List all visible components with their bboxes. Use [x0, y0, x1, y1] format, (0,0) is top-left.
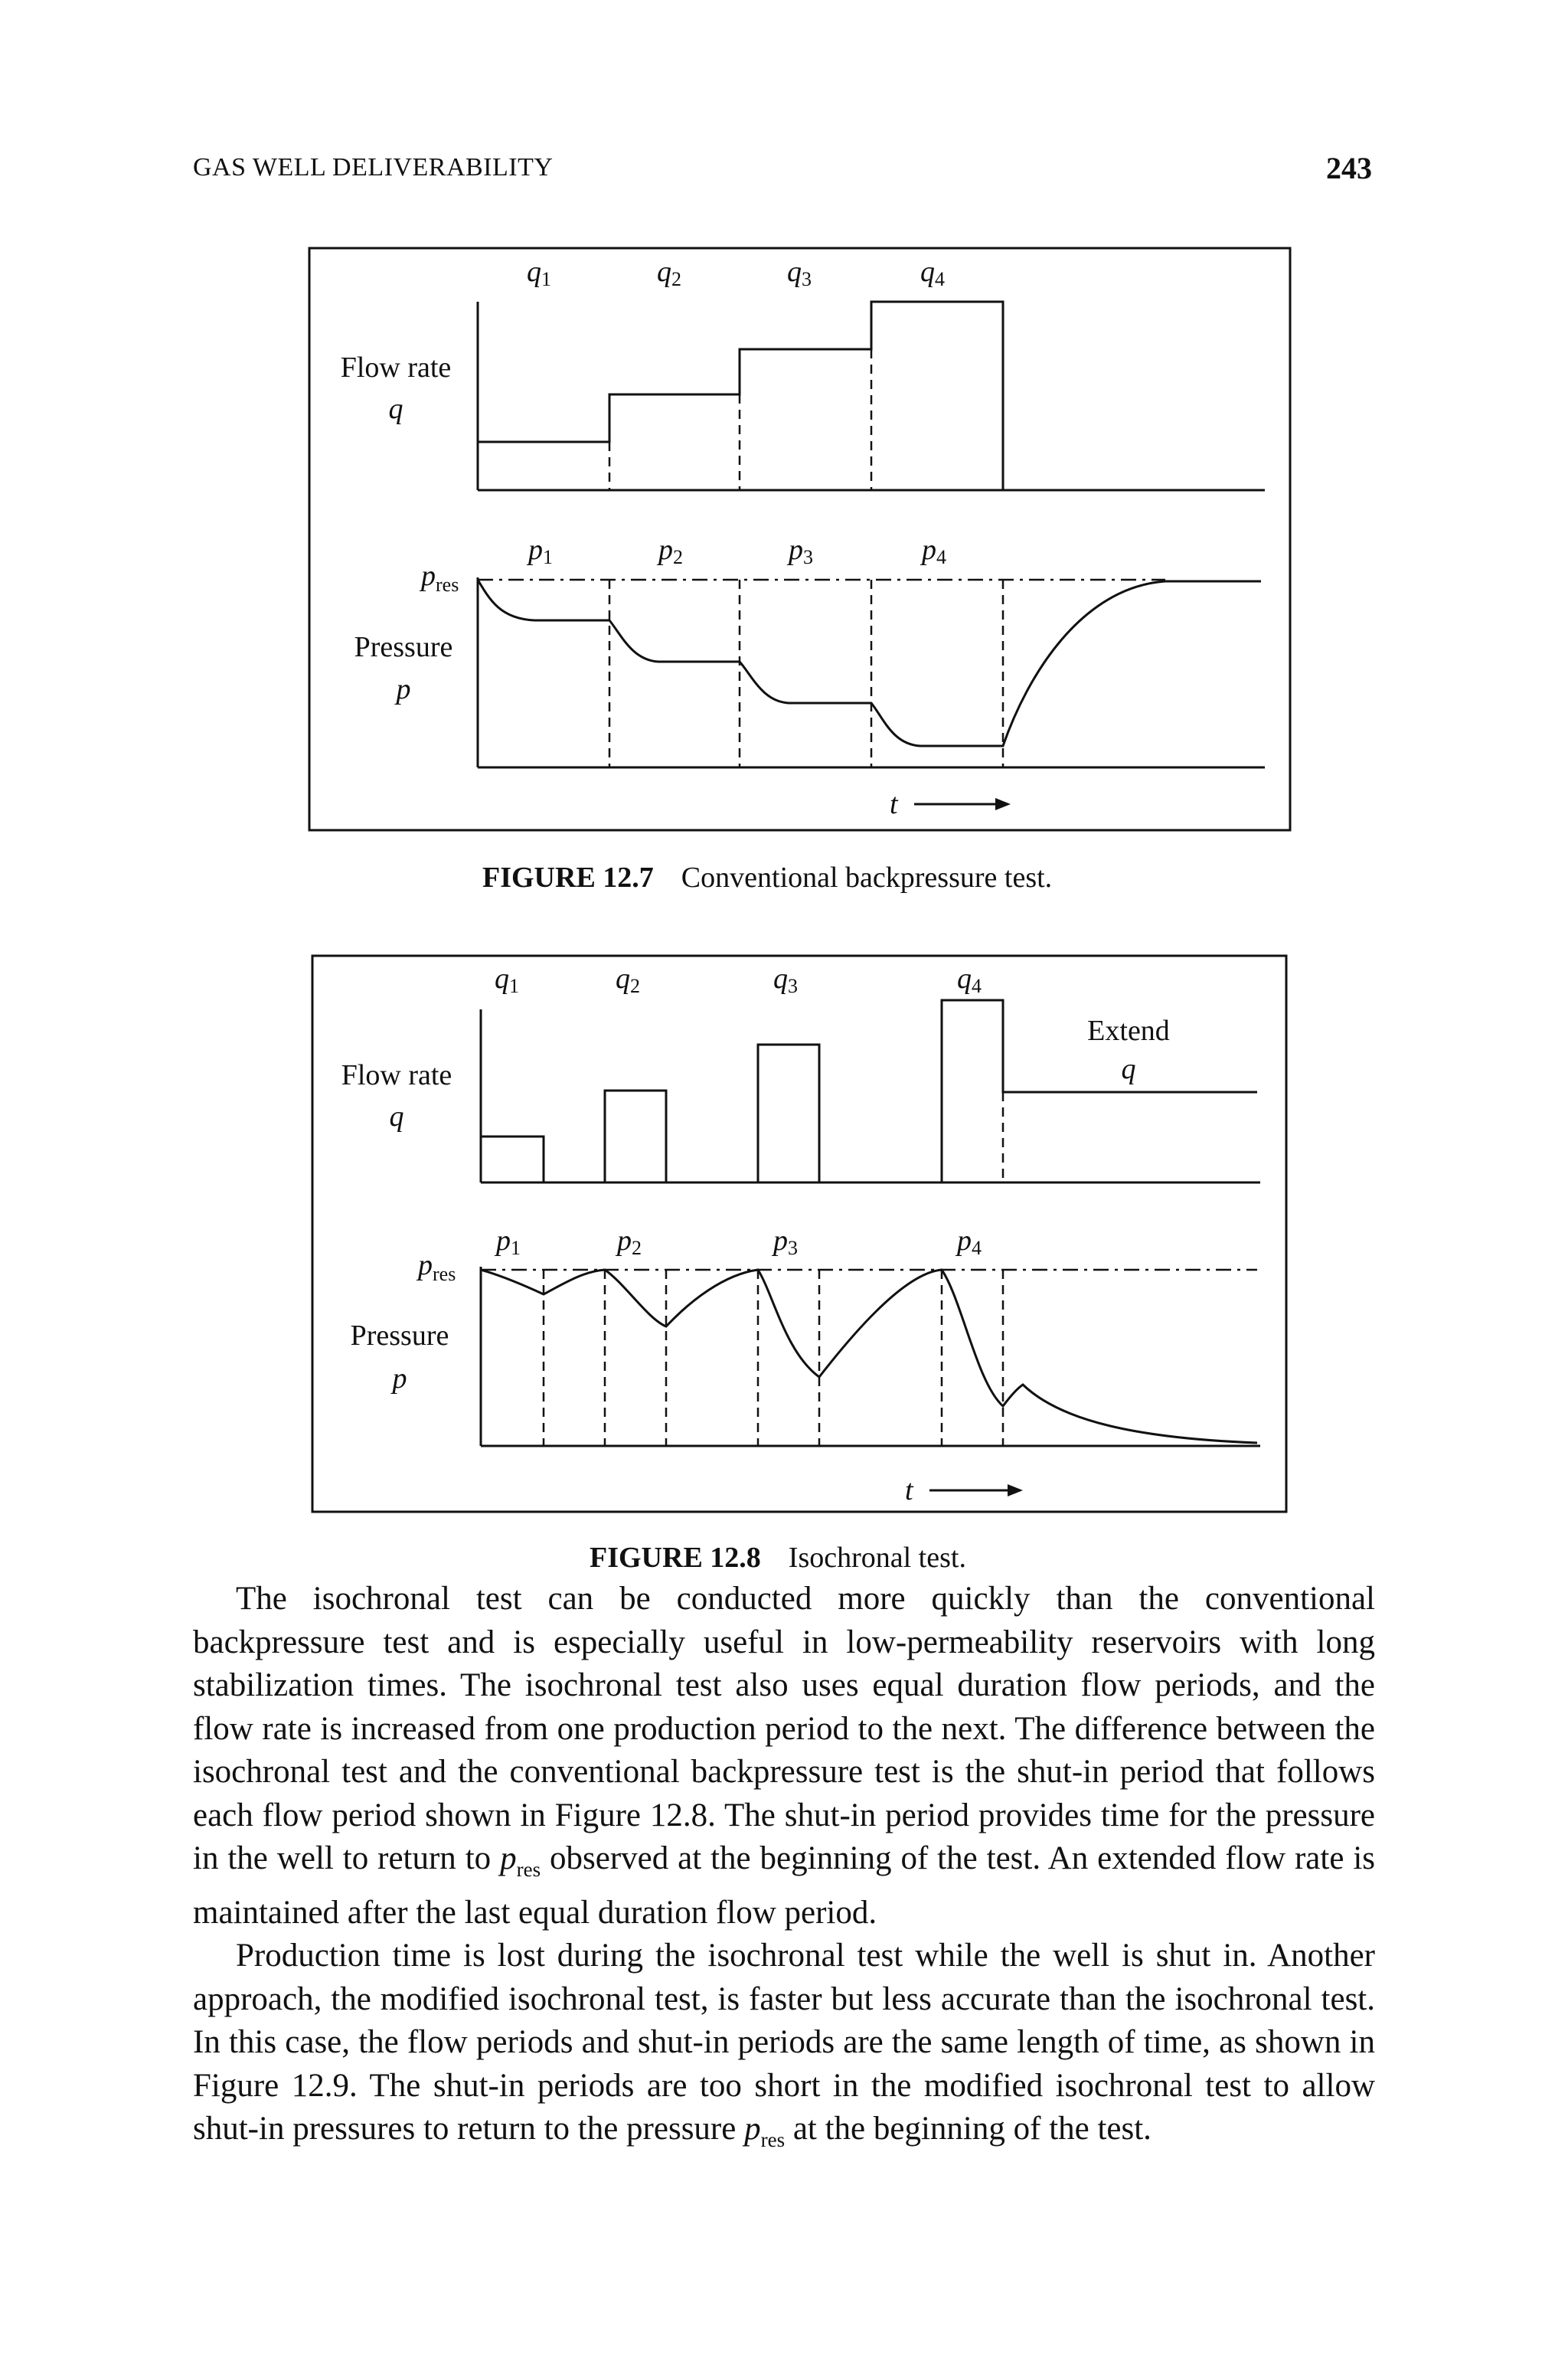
paragraph-1: The isochronal test can be conducted more quickly than the conventional backpressure test and is especially useful in low-permeability reservoirs with long stabilization times. The isochronal test also uses equal duration flow periods, and the flow rate is increased from one production period to the next. The difference between the isochronal test and the conventional backpressure test is the shut-in period that follows each flow period shown in Figure 12.8. The shut-in period provides time for the pressure in the well to return to $p_{res}$ observed at the beginning of the test. An extended flow rate is maintained after the last equal duration flow period.: [193, 1581, 1376, 1931]
q1-label: q1: [527, 256, 551, 290]
time-arrow-head: [995, 798, 1011, 810]
p3-label: p3: [773, 1225, 798, 1259]
q2-label: q2: [616, 963, 640, 997]
caption-text: Isochronal test.: [788, 1542, 966, 1574]
figure-12-8-diagram: [311, 954, 1291, 1517]
q2-label: q2: [657, 256, 681, 290]
time-label: t: [905, 1474, 913, 1506]
q1-label: q1: [495, 963, 519, 997]
flow-rate-label: Flow rate: [341, 1059, 452, 1091]
caption-number: FIGURE 12.7: [482, 862, 654, 894]
p1-label: p1: [496, 1225, 521, 1259]
p4-label: p4: [957, 1225, 982, 1259]
flow-rate-symbol: q: [388, 393, 403, 425]
q3-label: q3: [787, 256, 812, 290]
p2-label: p2: [617, 1225, 642, 1259]
body-text: [193, 1578, 1375, 2162]
p3-label: p3: [789, 534, 813, 568]
pressure-curve: [478, 580, 1261, 746]
p2-label: p2: [658, 534, 683, 568]
figure-12-8-caption: [590, 1541, 966, 1575]
q3-label: q3: [773, 963, 798, 997]
pressure-label: Pressure: [354, 631, 453, 663]
caption-number: FIGURE 12.8: [590, 1542, 761, 1574]
figure-12-7: [308, 247, 1295, 836]
figure-12-7-caption: [482, 861, 1052, 895]
extend-label: Extend: [1087, 1015, 1170, 1047]
page-number: 243: [1326, 151, 1372, 185]
paragraph-2: Production time is lost during the isochronal test while the well is shut in. Another approach, the modified isochronal test, is faster but less accurate than the isochronal test. In this case, the flow periods and shut-in periods are the same length of time, as shown in Figure 12.9. The shut-in periods are too short in the modified isochronal test to allow shut-in pressures to return to the pressure $p_{res}$ at the beginning of the test.: [193, 1938, 1375, 2151]
flow-rate-symbol: q: [389, 1101, 404, 1133]
caption-text: Conventional backpressure test.: [681, 862, 1053, 894]
q4-label: q4: [957, 963, 982, 997]
pressure-label: Pressure: [350, 1320, 449, 1352]
p4-label: p4: [922, 534, 946, 568]
p1-label: p1: [528, 534, 553, 568]
time-label: t: [890, 788, 898, 820]
flow-rate-label: Flow rate: [340, 352, 452, 384]
running-head: GAS WELL DELIVERABILITY: [193, 153, 554, 182]
q4-label: q4: [920, 256, 945, 290]
figure-12-8: [311, 954, 1291, 1517]
pressure-curve: [481, 1270, 1257, 1443]
extend-symbol: q: [1121, 1053, 1136, 1085]
figure-12-7-diagram: [308, 247, 1295, 836]
pressure-symbol: p: [396, 673, 411, 705]
time-arrow-head: [1008, 1484, 1023, 1496]
pres-label: $p_{res}$: [421, 560, 459, 596]
pressure-symbol: p: [392, 1362, 407, 1395]
pres-label: $p_{res}$: [418, 1249, 456, 1285]
